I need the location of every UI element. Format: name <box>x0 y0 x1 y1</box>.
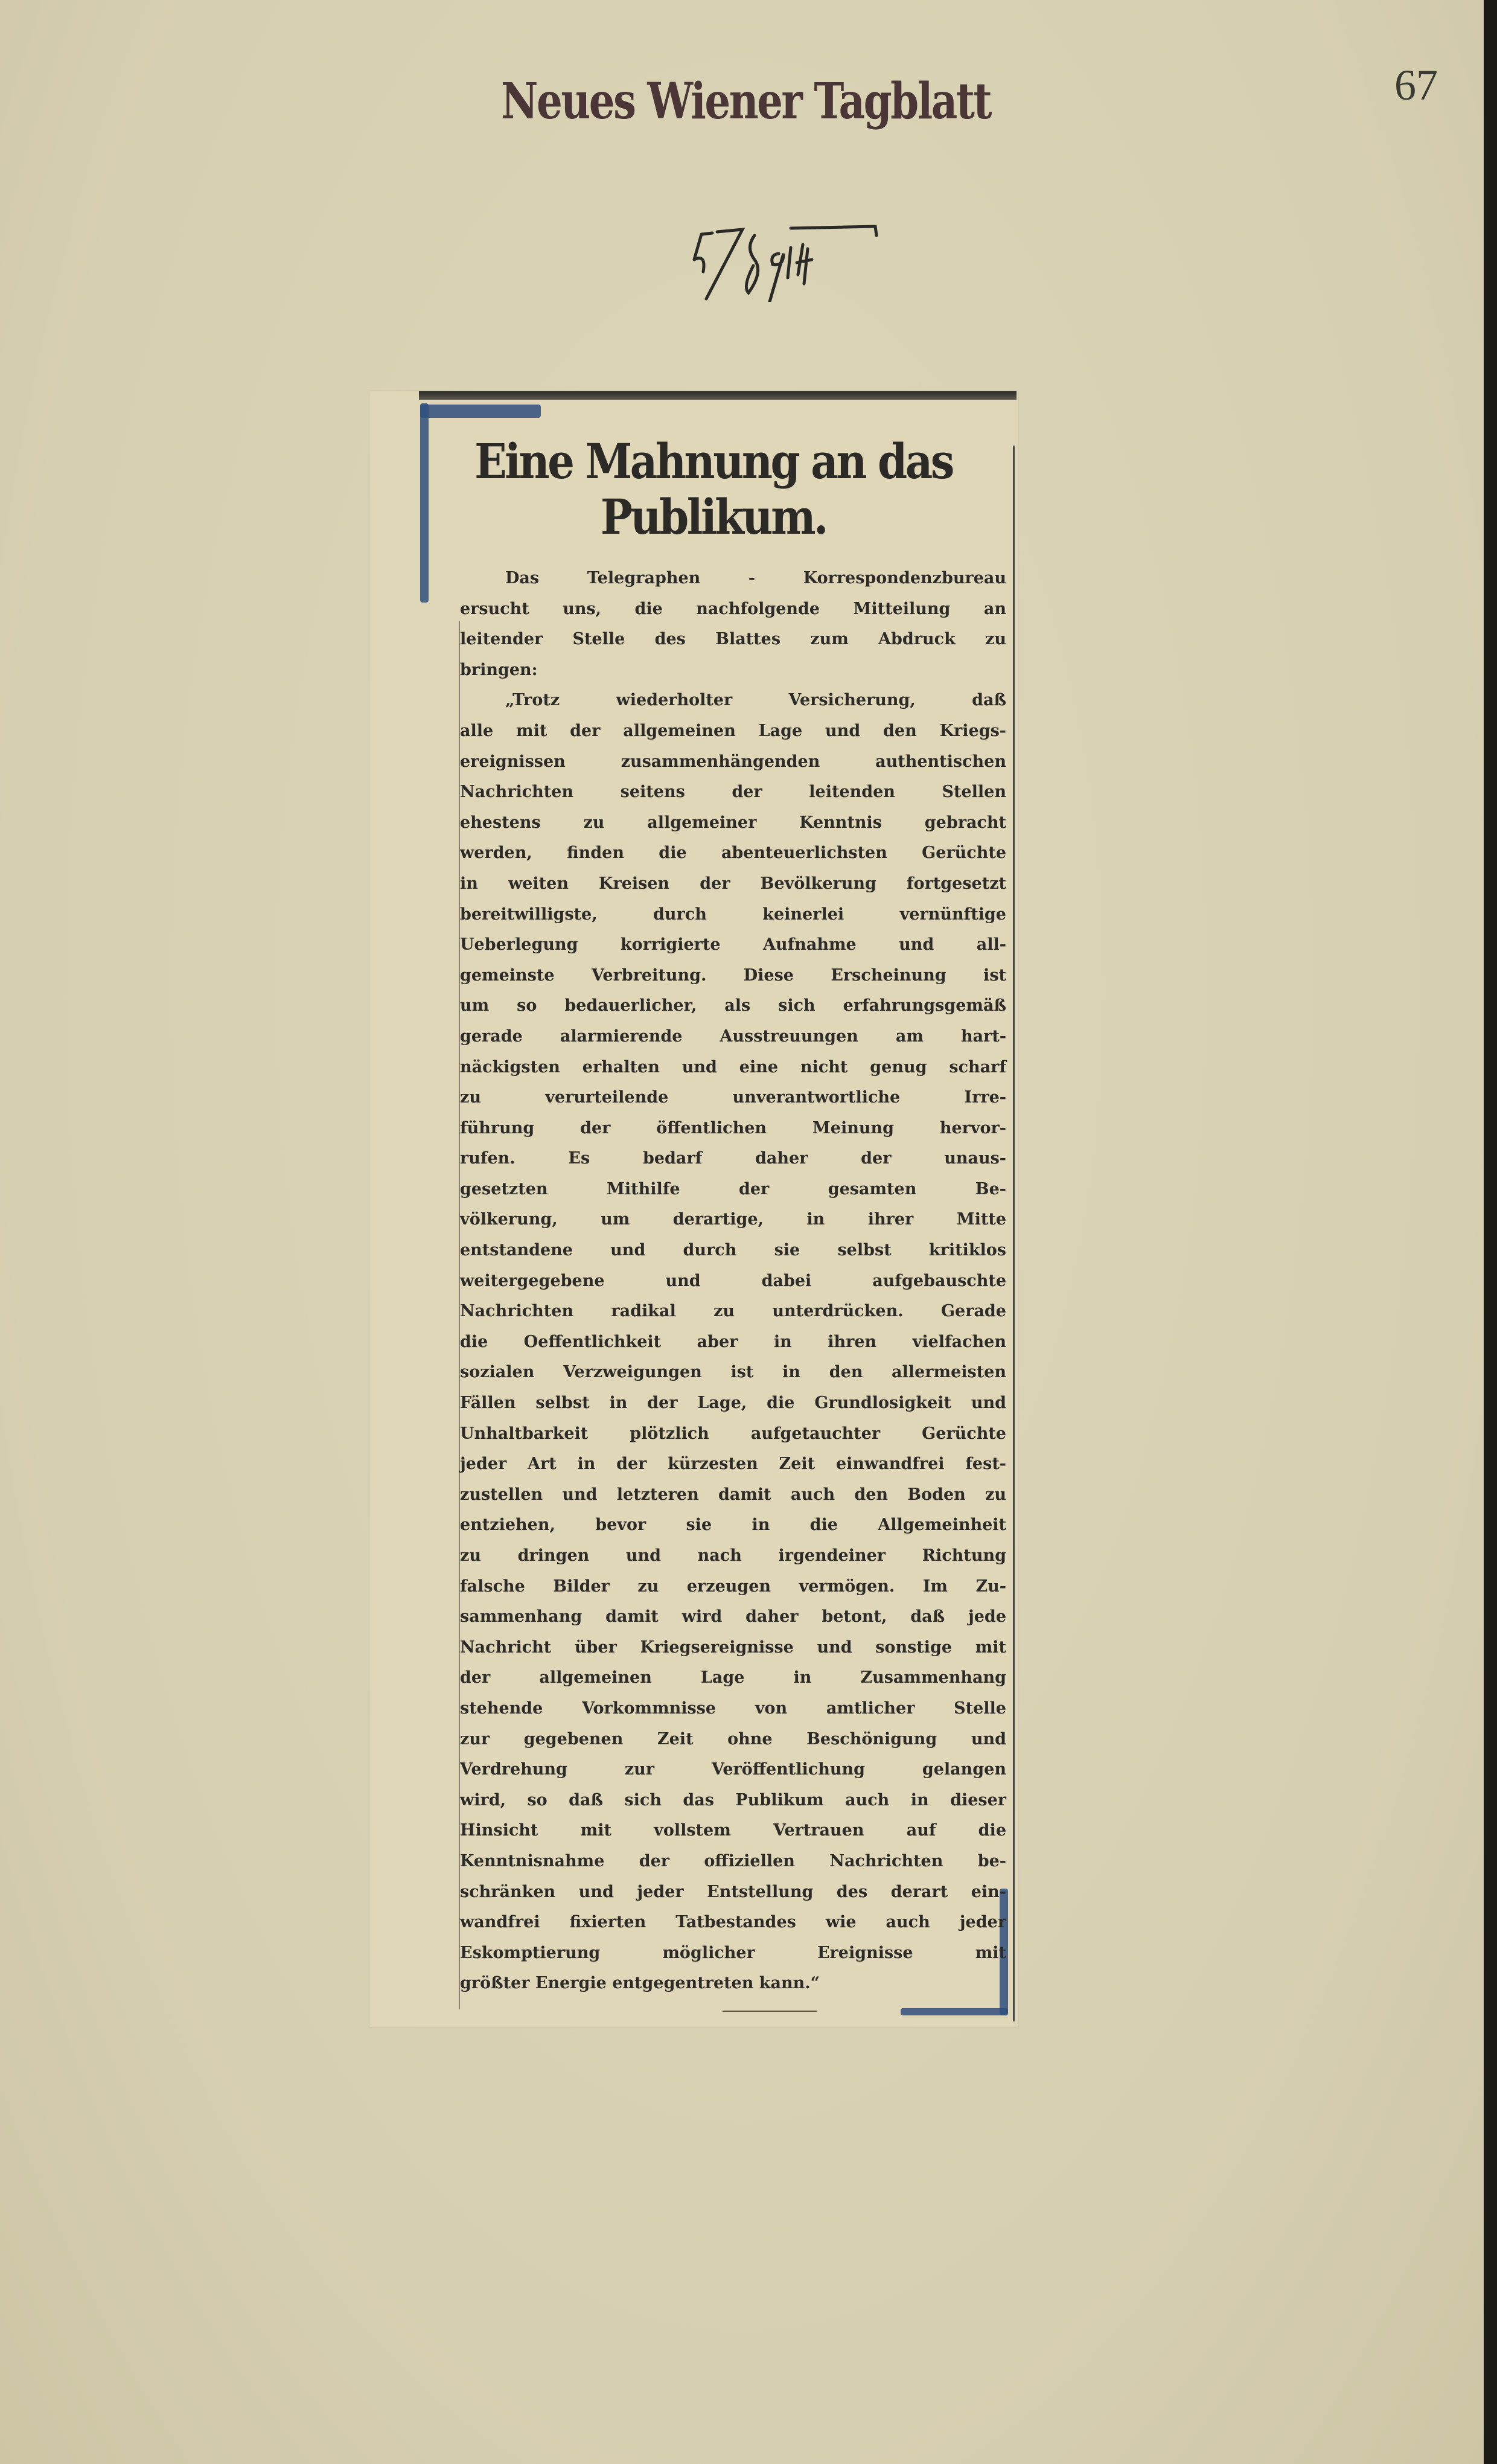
article-line: leitender Stelle des Blattes zum Abdruck zu <box>460 630 1006 649</box>
article-line: der allgemeinen Lage in Zusammenhang <box>460 1668 1006 1688</box>
article-line: Fällen selbst in der Lage, die Grundlosigkeit und <box>460 1394 1006 1413</box>
article-headline <box>430 434 997 545</box>
blue-pencil-mark-top <box>420 405 541 418</box>
article-line: alle mit der allgemeinen Lage und den Kriegs- <box>460 721 1006 740</box>
article-line: wird, so daß sich das Publikum auch in dieser <box>460 1790 1006 1810</box>
article-line: stehende Vorkommnisse von amtlicher Stelle <box>460 1698 1006 1718</box>
article-line: Unhaltbarkeit plötzlich aufgetauchter Gerüchte <box>460 1424 1006 1443</box>
article-line: ehestens zu allgemeiner Kenntnis gebracht <box>460 813 1006 832</box>
end-separator <box>723 2011 817 2012</box>
headline-line: Publikum. <box>600 488 827 545</box>
article-line: näckigsten erhalten und eine nicht genug scharf <box>460 1057 1006 1077</box>
scan-edge <box>1484 0 1497 2464</box>
article-line: Kenntnisnahme der offiziellen Nachrichten be- <box>460 1851 1006 1870</box>
article-line: werden, finden die abenteuerlichsten Gerüchte <box>460 843 1006 863</box>
page-number: 67 <box>1394 61 1438 109</box>
newspaper-stamp: Neues Wiener Tagblatt <box>501 72 991 130</box>
article-line: um so bedauerlicher, als sich erfahrungsgemäß <box>460 996 1006 1016</box>
headline-line: Eine Mahnung an das <box>474 433 953 490</box>
article-line: Nachrichten radikal zu unterdrücken. Gerade <box>460 1302 1006 1321</box>
article-line: rufen. Es bedarf daher der unaus- <box>460 1149 1006 1168</box>
article-line: zu dringen und nach irgendeiner Richtung <box>460 1546 1006 1565</box>
article-line: gerade alarmierende Ausstreuungen am hart- <box>460 1026 1006 1046</box>
article-line: die Oeffentlichkeit aber in ihren vielfachen <box>460 1332 1006 1351</box>
article-line: weitergegebene und dabei aufgebauschte <box>460 1271 1006 1290</box>
article-body <box>460 563 1006 1999</box>
handwritten-date <box>688 211 918 302</box>
article-line: führung der öffentlichen Meinung hervor- <box>460 1118 1006 1138</box>
article-line: zustellen und letzteren damit auch den Boden zu <box>460 1485 1006 1504</box>
article-line: Nachrichten seitens der leitenden Stellen <box>460 782 1006 802</box>
article-line: sammenhang damit wird daher betont, daß jede <box>460 1607 1006 1627</box>
article-line: Das Telegraphen - Korrespondenzbureau <box>505 569 1006 587</box>
article-line: ersucht uns, die nachfolgende Mitteilung an <box>460 599 1006 618</box>
article-line: Hinsicht mit vollstem Vertrauen auf die <box>460 1821 1006 1840</box>
article-line: in weiten Kreisen der Bevölkerung fortgesetzt <box>460 874 1006 893</box>
blue-pencil-mark-bottom <box>901 2008 1008 2015</box>
article-line: entziehen, bevor sie in die Allgemeinheit <box>460 1515 1006 1535</box>
article-line: Verdrehung zur Veröffentlichung gelangen <box>460 1760 1006 1779</box>
article-line: Ueberlegung korrigierte Aufnahme und all- <box>460 935 1006 955</box>
article-line: jeder Art in der kürzesten Zeit einwandfrei fest- <box>460 1454 1006 1474</box>
article-line: bereitwilligste, durch keinerlei vernünftige <box>460 904 1006 924</box>
article-line: ereignissen zusammenhängenden authentischen <box>460 752 1006 771</box>
article-line: schränken und jeder Entstellung des derart ein- <box>460 1882 1006 1901</box>
article-line: völkerung, um derartige, in ihrer Mitte <box>460 1210 1006 1229</box>
article-line: Nachricht über Kriegsereignisse und sonstige mit <box>460 1637 1006 1657</box>
column-rule-right <box>1013 446 1015 2021</box>
article-line: gemeinste Verbreitung. Diese Erscheinung ist <box>460 965 1006 985</box>
article-line: gesetzten Mithilfe der gesamten Be- <box>460 1179 1006 1198</box>
newspaper-clipping <box>369 391 1018 2027</box>
article-line: größter Energie entgegentreten kann.“ <box>460 1974 820 1993</box>
article-line: bringen: <box>460 660 538 679</box>
clipping-top-rule <box>419 391 1017 400</box>
article-line: zur gegebenen Zeit ohne Beschönigung und <box>460 1729 1006 1749</box>
article-line: Eskomptierung möglicher Ereignisse mit <box>460 1943 1006 1962</box>
blue-pencil-mark-left <box>420 403 429 603</box>
article-line: sozialen Verzweigungen ist in den allermeisten <box>460 1363 1006 1382</box>
article-line: wandfrei fixierten Tatbestandes wie auch jeder <box>460 1913 1006 1932</box>
article-line: zu verurteilende unverantwortliche Irre- <box>460 1088 1006 1107</box>
article-line: „Trotz wiederholter Versicherung, daß <box>505 691 1006 710</box>
article-line: entstandene und durch sie selbst kritiklos <box>460 1241 1006 1260</box>
article-line: falsche Bilder zu erzeugen vermögen. Im Zu- <box>460 1576 1006 1596</box>
